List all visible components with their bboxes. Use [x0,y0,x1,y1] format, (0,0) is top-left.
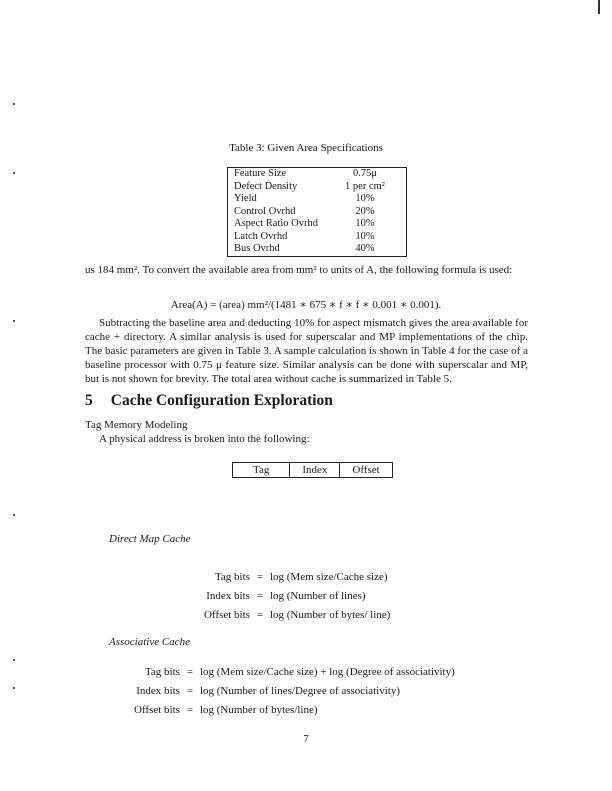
eq-sign: = [186,704,194,716]
tag-modeling-label: Tag Memory Modeling [85,419,188,431]
spec-value: 1 per cm² [345,180,385,192]
eq-rhs: log (Number of bytes/line) [199,704,318,716]
address-diagram [232,462,393,478]
spec-row [228,243,407,256]
spec-row [228,206,407,219]
eq-sign: = [256,609,264,621]
direct-map-equations [204,568,390,625]
address-intro: A physical address is broken into the following: [99,433,310,445]
eq-lhs: Index bits [136,685,180,697]
spec-label: Aspect Ratio Ovrhd [234,218,318,229]
address-field-tag: Tag [253,464,270,476]
spec-row [228,181,407,194]
section-number: 5 [85,392,93,409]
table-caption: Table 3: Given Area Specifications [229,142,383,154]
associative-title: Associative Cache [109,636,190,648]
eq-sign: = [256,590,264,602]
address-field-offset: Offset [339,463,391,477]
spec-label: Feature Size [234,168,287,179]
spec-label: Defect Density [234,180,298,192]
spec-row [228,168,407,181]
area-formula: Area(A) = (area) mm²/(1481 ∗ 675 ∗ f ∗ f ∗ 0.001 ∗ 0.001). [170,299,442,311]
spec-row [228,218,407,231]
eq-rhs: log (Mem size/Cache size) + log (Degree of associativity) [199,666,455,678]
spec-label: Bus Ovrhd [234,243,280,254]
eq-lhs: Tag bits [214,571,250,583]
spec-value: 10% [355,218,375,229]
section-title: Cache Configuration Exploration [110,392,333,409]
address-field-index: Index [289,463,339,477]
spec-value: 10% [355,230,375,242]
spec-row [228,193,407,206]
page-number: 7 [303,733,309,745]
spec-label: Yield [234,193,257,204]
section-heading [85,392,351,410]
eq-rhs: log (Number of lines/Degree of associativity) [199,685,401,697]
spec-value: 0.75μ [352,168,377,179]
spec-label: Control Ovrhd [234,205,296,217]
eq-sign: = [186,666,194,678]
area-spec-table [227,167,407,257]
eq-lhs: Index bits [206,590,250,602]
spec-value: 20% [355,205,375,217]
eq-sign: = [256,571,264,583]
eq-sign: = [186,685,194,697]
spec-label: Latch Ovrhd [234,230,288,242]
spec-value: 10% [355,193,375,204]
eq-rhs: log (Number of bytes/ line) [269,609,391,621]
eq-lhs: Offset bits [204,609,250,621]
spec-row [228,231,407,244]
associative-equations [134,663,455,720]
eq-rhs: log (Number of lines) [269,590,366,602]
spec-value: 40% [355,243,375,254]
eq-rhs: log (Mem size/Cache size) [269,571,388,583]
eq-lhs: Offset bits [134,704,180,716]
paragraph-2: Subtracting the baseline area and deducting 10% for aspect mismatch gives the area available for cache + directory. A similar analysis is used for superscalar and MP implementations of the chip. The basic parameters are given in Table 3. A sample calculation is shown in Table 4 for the case of a baseline processor with 0.75 μ feature size. Similar analysis can be done with superscalar and MP, but is not shown for brevity. The total area without cache is summarized in Table 5. [85,317,528,385]
eq-lhs: Tag bits [144,666,180,678]
paragraph-1: us 184 mm². To convert the available area from mm² to units of A, the following formula is used: [85,264,513,276]
direct-map-title: Direct Map Cache [109,533,191,545]
